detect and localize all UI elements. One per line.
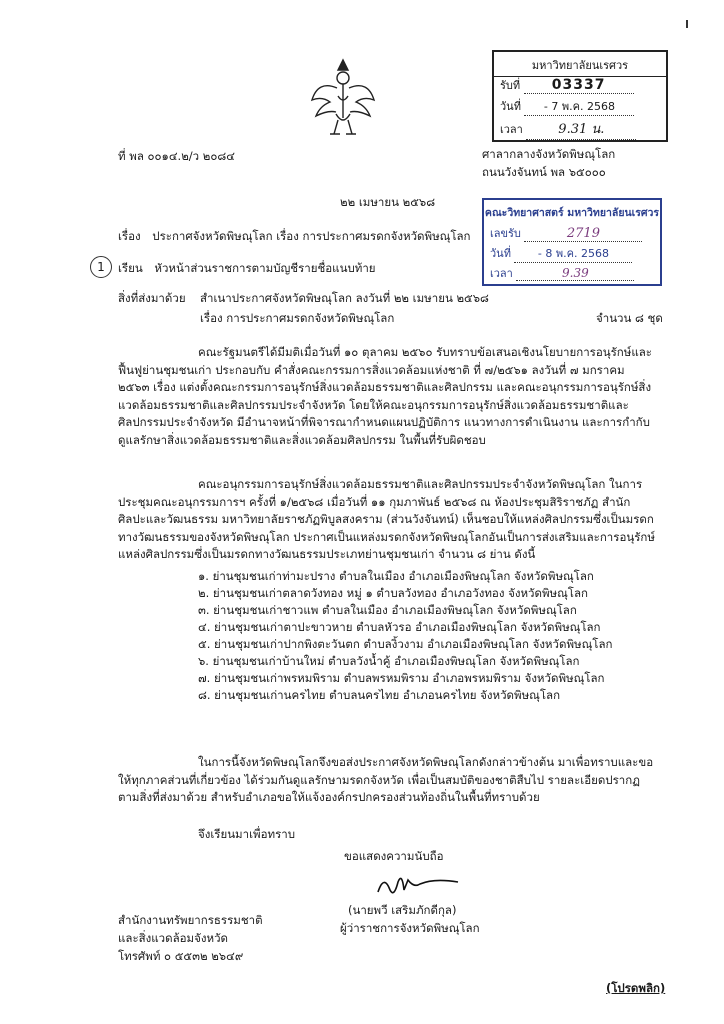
enclosure-count: จำนวน ๘ ชุด (596, 311, 663, 325)
stamp2-time-row (490, 264, 634, 282)
footer-office-line1: สำนักงานทรัพยากรธรรมชาติ (118, 913, 263, 927)
closing-text: จึงเรียนมาเพื่อทราบ (198, 827, 296, 841)
list-item: ๖. ย่านชุมชนเก่าบ้านใหม่ ตำบลวังน้ำคู้ อำเภอเมืองพิษณุโลก จังหวัดพิษณุโลก (198, 654, 580, 668)
stamp2-date-row (490, 244, 632, 263)
enclosure-line2: เรื่อง การประกาศมรดกจังหวัดพิษณุโลก (200, 311, 395, 325)
receiving-stamp-university (492, 50, 668, 142)
list-item: ๘. ย่านชุมชนเก่านครไทย ตำบลนครไทย อำเภอนครไทย จังหวัดพิษณุโลก (198, 688, 561, 702)
footer-phone: โทรศัพท์ ๐ ๕๕๓๒ ๒๖๔๙ (118, 949, 244, 963)
document-date: ๒๒ เมษายน ๒๕๖๘ (340, 195, 436, 209)
paragraph-request: ในการนี้จังหวัดพิษณุโลกจึงขอส่งประกาศจังหวัดพิษณุโลกดังกล่าวข้างต้น มาเพื่อทราบและขอให้ทุกภาคส่วนที่เกี่ยวข้อง ได้ร่วมกันดูแลรักษามรดกจังหวัด เพื่อเป็นสมบัติของชาติสืบไป รายละเอียดปรากฏตามสิ่งที่ส่งมาด้วย สำหรับอำเภอขอให้แจ้งองค์กรปกครองส่วนท้องถิ่นในพื้นที่ทราบด้วย (118, 755, 654, 805)
enclosure-line1: สำเนาประกาศจังหวัดพิษณุโลก ลงวันที่ ๒๒ เมษายน ๒๕๖๘ (200, 291, 489, 305)
stamp2-received-row (490, 224, 642, 242)
stamp2-date-label: วันที่ (490, 247, 511, 260)
signer-title: ผู้ว่าราชการจังหวัดพิษณุโลก (340, 921, 480, 935)
page-mark (686, 20, 688, 28)
heritage-site-list (198, 568, 658, 704)
handwritten-signature (374, 868, 464, 900)
paragraph-committee: คณะอนุกรรมการอนุรักษ์สิ่งแวดล้อมธรรมชาติและศิลปกรรมประจำจังหวัดพิษณุโลก ในการประชุมคณะอนุกรรมการฯ ครั้งที่ ๑/๒๕๖๘ เมื่อวันที่ ๑๑ กุมภาพันธ์ ๒๕๖๘ ณ ห้องประชุมสิริราชภัฏ สำนักศิลปะและวัฒนธรรม มหาวิทยาลัยราชภัฏพิบูลสงคราม (ส่วนวังจันทน์) เห็นชอบให้แหล่งศิลปกรรมซึ่งเป็นมรดกทางวัฒนธรรมของจังหวัดพิษณุโลก ประกาศเป็นแหล่งมรดกจังหวัดพิษณุโลกอันเป็นการส่งเสริมและการอนุรักษ์แหล่งศิลปกรรมซึ่งเป็นมรดกทางวัฒนธรรมประเภทย่านชุมชนเก่า จำนวน ๘ ย่าน ดังนี้ (118, 477, 655, 562)
to-label: เรียน (118, 261, 143, 275)
handwritten-circled-number (90, 256, 112, 278)
to-text: หัวหน้าส่วนราชการตามบัญชีรายชื่อแนบท้าย (154, 261, 376, 275)
subject-label: เรื่อง (118, 229, 141, 243)
stamp-org: มหาวิทยาลัยนเรศวร (494, 56, 666, 77)
list-item: ๓. ย่านชุมชนเก่าชาวแพ ตำบลในเมือง อำเภอเมืองพิษณุโลก จังหวัดพิษณุโลก (198, 603, 577, 617)
document-ref-no: ที่ พล ๐๐๑๔.๒/ว ๒๐๘๔ (118, 149, 235, 163)
stamp-time-label: เวลา (500, 123, 523, 136)
list-item: ๑. ย่านชุมชนเก่าท่ามะปราง ตำบลในเมือง อำเภอเมืองพิษณุโลก จังหวัดพิษณุโลก (198, 569, 594, 583)
stamp-time-row (500, 118, 636, 140)
garuda-emblem-icon (308, 56, 378, 140)
to-line (118, 260, 376, 277)
list-item: ๒. ย่านชุมชนเก่าตลาดวังทอง หมู่ ๑ ตำบลวังทอง อำเภอวังทอง จังหวัดพิษณุโลก (198, 586, 588, 600)
stamp-received-label: รับที่ (500, 79, 521, 92)
stamp2-time-label: เวลา (490, 267, 513, 280)
enclosure-label: สิ่งที่ส่งมาด้วย (118, 291, 186, 305)
stamp-date-value: - 7 พ.ค. 2568 (524, 97, 634, 116)
stamp-time-value: 9.31 น. (526, 118, 636, 140)
receiving-stamp-faculty (482, 198, 662, 286)
stamp2-time-value: 9.39 (516, 266, 634, 281)
please-turn-over: (โปรดพลิก) (606, 981, 666, 995)
office-address-line1: ศาลากลางจังหวัดพิษณุโลก (482, 147, 616, 161)
paragraph-background: คณะรัฐมนตรีได้มีมติเมื่อวันที่ ๑๐ ตุลาคม ๒๕๖๐ รับทราบข้อเสนอเชิงนโยบายการอนุรักษ์และฟื้นฟูย่านชุมชนเก่า ประกอบกับ คำสั่งคณะกรรมการสิ่งแวดล้อมแห่งชาติ ที่ ๗/๒๕๖๑ ลงวันที่ ๗ มกราคม ๒๕๖๓ เรื่อง แต่งตั้งคณะกรรมการอนุรักษ์สิ่งแวดล้อมธรรมชาติและศิลปกรรม และคณะอนุกรรมการอนุรักษ์สิ่งแวดล้อมธรรมชาติและศิลปกรรมประจำจังหวัด โดยให้คณะอนุกรรมการอนุรักษ์สิ่งแวดล้อมธรรมชาติและศิลปกรรมประจำจังหวัด มีอำนาจหน้าที่พิจารณากำหนดแผนปฏิบัติการ แนวทางการดำเนินงาน และการกำกับดูแลรักษาสิ่งแวดล้อมธรรมชาติและสิ่งแวดล้อมศิลปกรรม ในพื้นที่รับผิดชอบ (118, 345, 652, 447)
regards-text: ขอแสดงความนับถือ (344, 849, 444, 863)
stamp-received-no: 03337 (524, 77, 634, 94)
footer-office-line2: และสิ่งแวดล้อมจังหวัด (118, 931, 229, 945)
subject-text: ประกาศจังหวัดพิษณุโลก เรื่อง การประกาศมรดกจังหวัดพิษณุโลก (152, 229, 471, 243)
stamp2-org: คณะวิทยาศาสตร์ มหาวิทยาลัยนเรศวร (484, 207, 660, 219)
subject-line (118, 228, 471, 245)
circled-number-text: 1 (97, 260, 105, 274)
list-item: ๕. ย่านชุมชนเก่าปากพิงตะวันตก ตำบลงิ้วงาม อำเภอเมืองพิษณุโลก จังหวัดพิษณุโลก (198, 637, 613, 651)
stamp2-received-no: 2719 (524, 226, 642, 242)
office-address-line2: ถนนวังจันทน์ พล ๖๕๐๐๐ (482, 165, 606, 179)
list-item: ๔. ย่านชุมชนเก่าตาปะขาวหาย ตำบลหัวรอ อำเภอเมืองพิษณุโลก จังหวัดพิษณุโลก (198, 620, 601, 634)
stamp2-received-label: เลขรับ (490, 227, 521, 240)
stamp2-date-value: - 8 พ.ค. 2568 (514, 244, 632, 263)
stamp-date-label: วันที่ (500, 100, 521, 113)
signer-name: (นายพวี เสริมภักดีกุล) (348, 903, 457, 917)
stamp-date-row (500, 97, 634, 116)
stamp-received-row (500, 76, 634, 94)
list-item: ๗. ย่านชุมชนเก่าพรหมพิราม ตำบลพรหมพิราม อำเภอพรหมพิราม จังหวัดพิษณุโลก (198, 671, 605, 685)
